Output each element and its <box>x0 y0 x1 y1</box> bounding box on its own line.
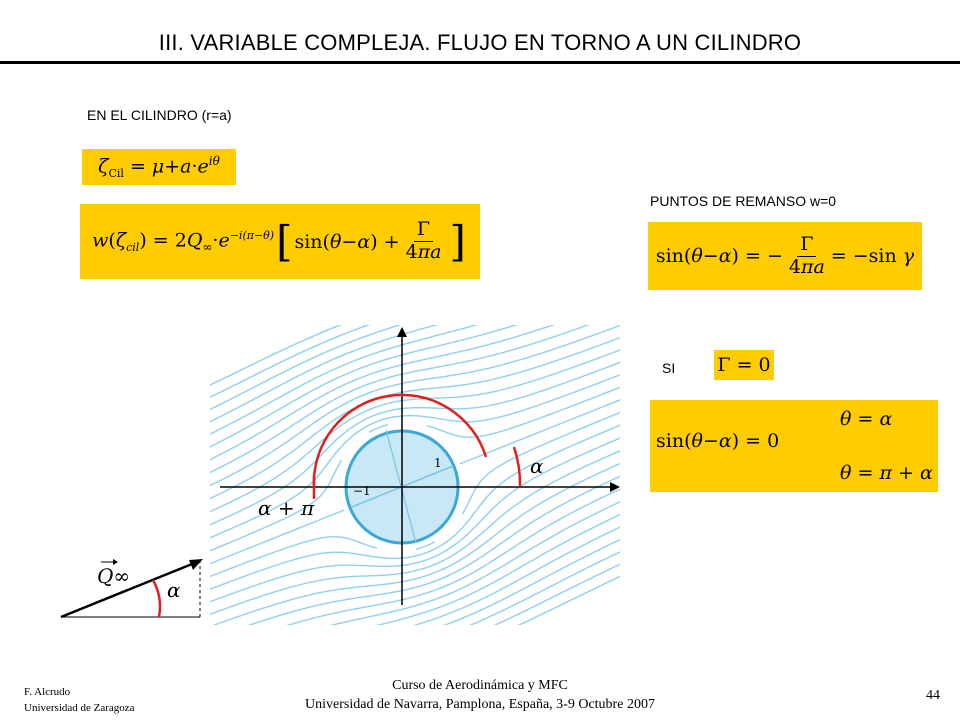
footer-course: Curso de Aerodinámica y MFC <box>392 678 568 693</box>
label-one: 1 <box>434 456 442 470</box>
flow-diagram <box>210 325 620 625</box>
si-label: SI <box>662 360 676 376</box>
slide-title: III. VARIABLE COMPLEJA. FLUJO EN TORNO A UN CILINDRO <box>158 30 802 55</box>
stagnation-label: PUNTOS DE REMANSO w=0 <box>650 193 837 209</box>
label-alpha: α <box>530 454 544 478</box>
subtitle: EN EL CILINDRO (r=a) <box>87 107 232 123</box>
footer-course-block <box>0 676 960 714</box>
footer-venue: Universidad de Navarra, Pamplona, España, 3-9 Octubre 2007 <box>305 697 655 712</box>
angle-arc <box>153 580 160 617</box>
footer-author: F. Alcrudo <box>24 686 71 698</box>
equation-stagnation: sin(θ−α) = − $\frac{\Gamma}{4\pi a}$ = −sin γ <box>648 222 922 290</box>
page-number: 44 <box>926 688 940 703</box>
title-rule <box>0 61 960 64</box>
y-axis-arrow <box>397 327 407 337</box>
velocity-diagram <box>55 550 215 630</box>
label-q: Q∞ <box>97 564 131 588</box>
velocity-arrowhead <box>189 559 203 570</box>
equation-w-zeta: $w(\zeta_{cil}) = 2Q_\infty\cdot e^{-i(\pi-\theta)}$ [ sin(θ−α) + $\frac{\Gamma}{4\pi a}$ ] <box>80 204 480 279</box>
arc-alpha <box>514 447 520 487</box>
footer-university: Universidad de Zaragoza <box>24 702 135 714</box>
label-alpha-pi: α + π <box>258 496 315 520</box>
equation-solutions: sin(θ−α) = 0 θ = α θ = π + α <box>650 400 938 492</box>
label-alpha-small: α <box>167 578 181 602</box>
equation-gamma-zero: Γ = 0 <box>714 350 774 380</box>
equation-zeta-cil: $\zeta_{Cil} = \mu+a\cdot e^{i\theta}$ <box>82 149 236 185</box>
label-minus-one: −1 <box>353 484 371 498</box>
